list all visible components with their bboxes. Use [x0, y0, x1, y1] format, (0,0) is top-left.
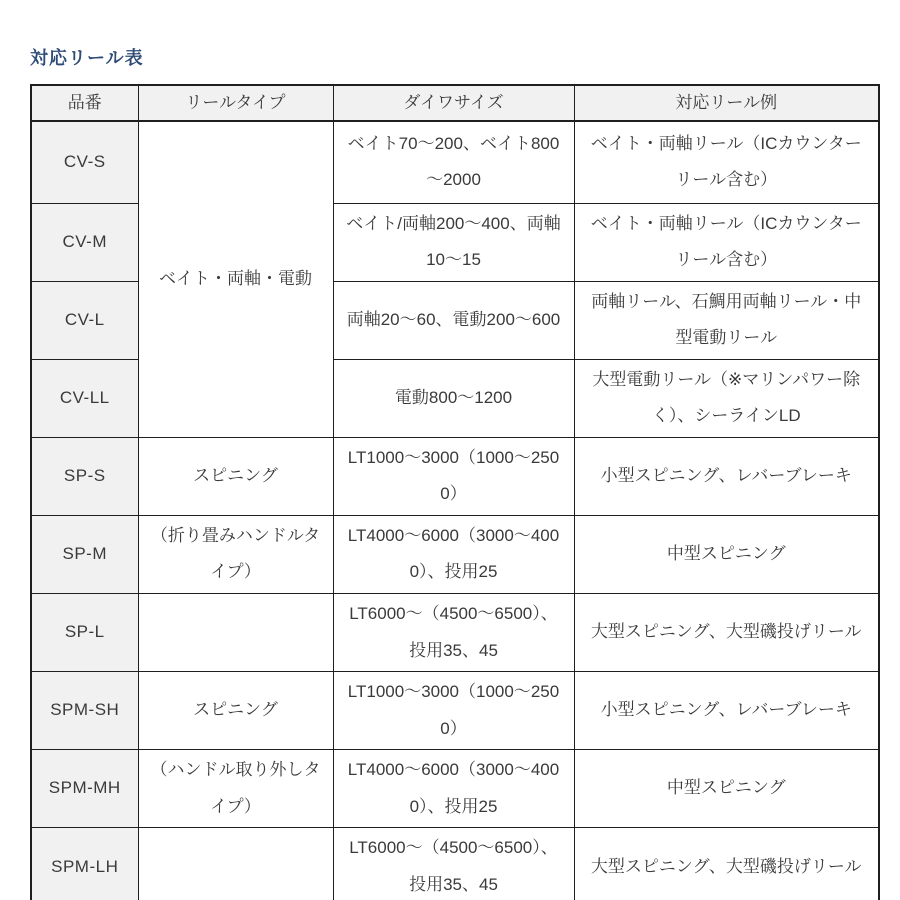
reel-examples-cell: 中型スピニング	[574, 515, 879, 593]
reel-type-cell: （折り畳みハンドルタイプ）	[138, 515, 333, 593]
col-header-reel-type: リールタイプ	[138, 85, 333, 121]
reel-type-cell: スピニング	[138, 437, 333, 515]
product-code-cell: SPM-MH	[31, 750, 138, 828]
product-code-cell: SP-S	[31, 437, 138, 515]
reel-examples-cell: 大型スピニング、大型磯投げリール	[574, 828, 879, 900]
reel-compatibility-table	[30, 84, 880, 900]
daiwa-size-cell: 電動800～1200	[333, 359, 574, 437]
table-row	[31, 593, 879, 671]
reel-type-cell: （ハンドル取り外しタイプ）	[138, 750, 333, 828]
reel-type-cell: ベイト・両軸・電動	[138, 121, 333, 437]
daiwa-size-cell: LT1000～3000（1000～2500）	[333, 437, 574, 515]
page-title: 対応リール表	[30, 48, 144, 68]
product-code-cell: CV-L	[31, 281, 138, 359]
col-header-reel-examples: 対応リール例	[574, 85, 879, 121]
daiwa-size-cell: LT6000～（4500～6500）、投用35、45	[333, 828, 574, 900]
table-row	[31, 515, 879, 593]
daiwa-size-cell: LT4000～6000（3000～4000）、投用25	[333, 750, 574, 828]
daiwa-size-cell: ベイト70～200、ベイト800～2000	[333, 121, 574, 203]
product-code-cell: CV-M	[31, 203, 138, 281]
reel-type-cell: スピニング	[138, 672, 333, 750]
daiwa-size-cell: LT4000～6000（3000～4000）、投用25	[333, 515, 574, 593]
table-row	[31, 672, 879, 750]
product-code-cell: CV-LL	[31, 359, 138, 437]
header-row	[31, 85, 879, 121]
reel-examples-cell: ベイト・両軸リール（ICカウンターリール含む）	[574, 203, 879, 281]
daiwa-size-cell: LT6000～（4500～6500）、投用35、45	[333, 593, 574, 671]
col-header-daiwa-size: ダイワサイズ	[333, 85, 574, 121]
daiwa-size-cell: ベイト/両軸200～400、両軸10～15	[333, 203, 574, 281]
table-row	[31, 828, 879, 900]
product-code-cell: CV-S	[31, 121, 138, 203]
reel-examples-cell: 両軸リール、石鯛用両軸リール・中型電動リール	[574, 281, 879, 359]
table-row	[31, 121, 879, 203]
product-code-cell: SPM-LH	[31, 828, 138, 900]
reel-examples-cell: 小型スピニング、レバーブレーキ	[574, 437, 879, 515]
reel-type-cell	[138, 593, 333, 671]
product-code-cell: SPM-SH	[31, 672, 138, 750]
product-code-cell: SP-L	[31, 593, 138, 671]
reel-type-cell	[138, 828, 333, 900]
daiwa-size-cell: LT1000～3000（1000～2500）	[333, 672, 574, 750]
product-code-cell: SP-M	[31, 515, 138, 593]
reel-examples-cell: ベイト・両軸リール（ICカウンターリール含む）	[574, 121, 879, 203]
table-row	[31, 750, 879, 828]
daiwa-size-cell: 両軸20～60、電動200～600	[333, 281, 574, 359]
reel-examples-cell: 大型スピニング、大型磯投げリール	[574, 593, 879, 671]
col-header-product-code: 品番	[31, 85, 138, 121]
reel-examples-cell: 中型スピニング	[574, 750, 879, 828]
table-row	[31, 437, 879, 515]
reel-examples-cell: 大型電動リール（※マリンパワー除く）、シーラインLD	[574, 359, 879, 437]
reel-examples-cell: 小型スピニング、レバーブレーキ	[574, 672, 879, 750]
